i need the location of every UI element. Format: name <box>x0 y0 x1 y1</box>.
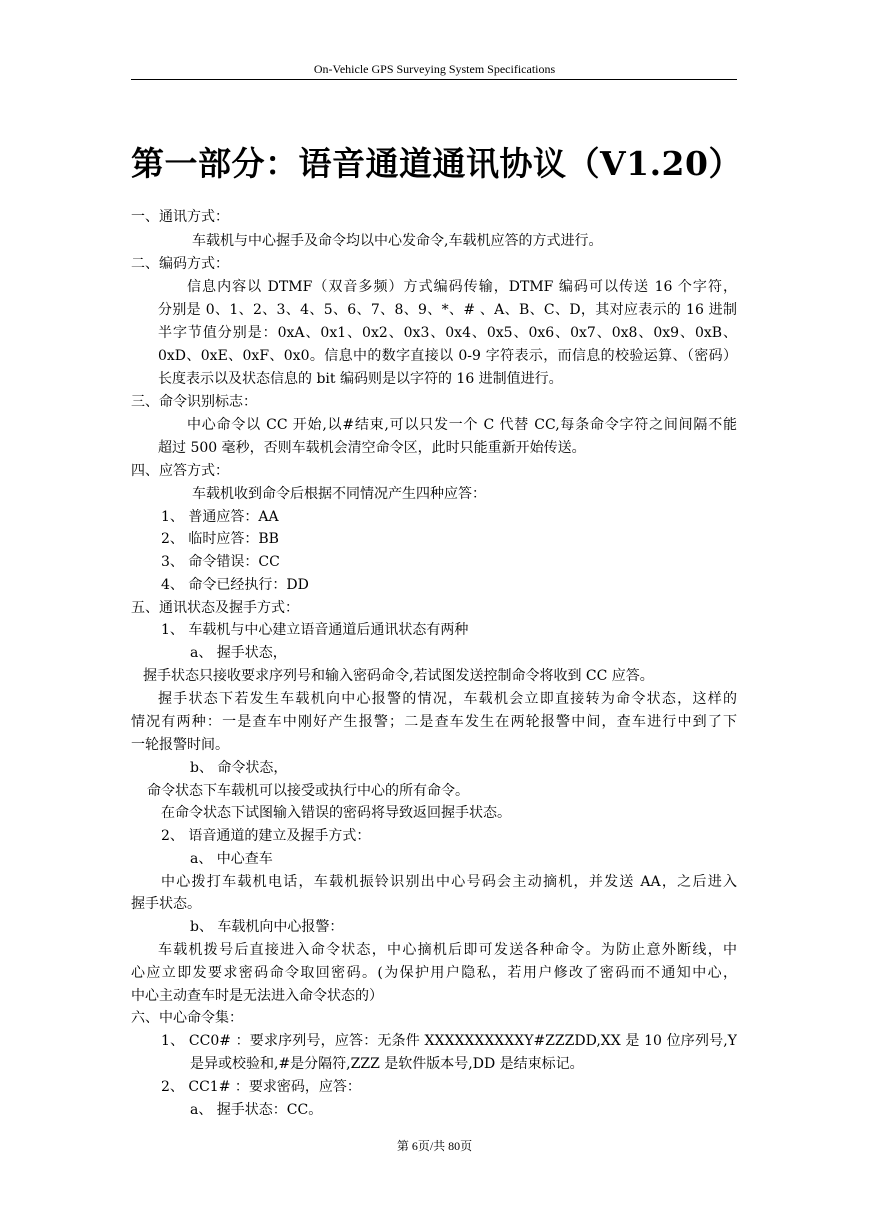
sub-list-item: a、 握手状态， <box>190 645 287 661</box>
section-heading-3: 三、命令识别标志： <box>131 394 257 410</box>
list-item: 1、 CC0# ：要求序列号，应答：无条件 XXXXXXXXXXY#ZZZDD,XX 是 10 位序列号,Y <box>161 1033 737 1049</box>
paragraph-line: 车载机收到命令后根据不同情况产生四种应答： <box>192 486 486 502</box>
page-number: 第 6页/共 80页 <box>396 1139 473 1153</box>
paragraph-line: 长度表示以及状态信息的 bit 编码则是以字符的 16 进制值进行。 <box>158 371 563 387</box>
list-item: 1、 车载机与中心建立语音通道后通讯状态有两种 <box>161 622 469 638</box>
list-item: 2、 临时应答：BB <box>161 531 279 547</box>
section-heading-6: 六、中心命令集： <box>131 1010 243 1026</box>
paragraph-line: 信息内容以 DTMF（双音多频）方式编码传输，DTMF 编码可以传送 16 个字符， <box>187 279 737 295</box>
list-item: 3、 命令错误：CC <box>161 554 280 570</box>
sub-list-item: b、 车载机向中心报警： <box>190 919 344 935</box>
paragraph-line: 中心主动查车时是无法进入命令状态的） <box>131 988 383 1004</box>
paragraph-line: 握手状态只接收要求序列号和输入密码命令,若试图发送控制命令将收到 CC 应答。 <box>143 668 654 684</box>
paragraph-line: 车载机拨号后直接进入命令状态，中心摘机后即可发送各种命令。为防止意外断线，中 <box>158 942 737 958</box>
header-divider <box>131 79 737 80</box>
paragraph-line: 超过 500 毫秒，否则车载机会清空命令区，此时只能重新开始传送。 <box>158 440 586 456</box>
list-item: 1、 普通应答：AA <box>161 509 279 525</box>
paragraph-line: 情况有两种：一是查车中刚好产生报警；二是查车发生在两轮报警中间，查车进行中到了下 <box>131 714 737 730</box>
section-heading-2: 二、编码方式： <box>131 256 229 272</box>
paragraph-line: 是异或校验和,#是分隔符,ZZZ 是软件版本号,DD 是结束标记。 <box>190 1056 584 1072</box>
paragraph-line: 中心命令以 CC 开始,以#结束,可以只发一个 C 代替 CC,每条命令字符之间间隔不能 <box>187 417 737 433</box>
paragraph-line: 握手状态下若发生车载机向中心报警的情况，车载机会立即直接转为命令状态，这样的 <box>158 691 737 707</box>
paragraph-line: 一轮报警时间。 <box>131 737 229 753</box>
section-heading-4: 四、应答方式： <box>131 463 229 479</box>
paragraph-line: 命令状态下车载机可以接受或执行中心的所有命令。 <box>147 783 469 799</box>
paragraph-line: 车载机与中心握手及命令均以中心发命令,车载机应答的方式进行。 <box>192 233 603 249</box>
sub-list-item: a、 中心查车 <box>190 851 273 867</box>
paragraph-line: 心应立即发要求密码命令取回密码。(为保护用户隐私，若用户修改了密码而不通知中心， <box>131 965 737 981</box>
document-title: 第一部分：语音通道通讯协议（V1.20） <box>131 144 742 183</box>
paragraph-line: 握手状态。 <box>131 896 201 912</box>
list-item: 2、 语音通道的建立及握手方式： <box>161 828 371 844</box>
list-item: 4、 命令已经执行：DD <box>161 577 309 593</box>
paragraph-line: 半字节值分别是：0xA、0x1、0x2、0x3、0x4、0x5、0x6、0x7、0x8、0x9、0xB、 <box>158 325 737 341</box>
page-header: On-Vehicle GPS Surveying System Specifications <box>313 62 556 76</box>
section-heading-5: 五、通讯状态及握手方式： <box>131 600 299 616</box>
list-item: 2、 CC1# ：要求密码，应答： <box>161 1079 361 1095</box>
section-heading-1: 一、通讯方式： <box>131 209 229 225</box>
paragraph-line: 0xD、0xE、0xF、0x0。信息中的数字直接以 0-9 字符表示，而信息的校验运算、（密码） <box>158 348 737 364</box>
paragraph-line: 中心拨打车载机电话，车载机振铃识别出中心号码会主动摘机，并发送 AA，之后进入 <box>161 874 737 890</box>
sub-list-item: a、 握手状态：CC。 <box>190 1102 323 1118</box>
paragraph-line: 在命令状态下试图输入错误的密码将导致返回握手状态。 <box>161 805 511 821</box>
sub-list-item: b、 命令状态， <box>190 760 288 776</box>
paragraph-line: 分别是 0、1、2、3、4、5、6、7、8、9、*、# 、A、B、C、D，其对应表示的 16 进制 <box>158 302 737 318</box>
